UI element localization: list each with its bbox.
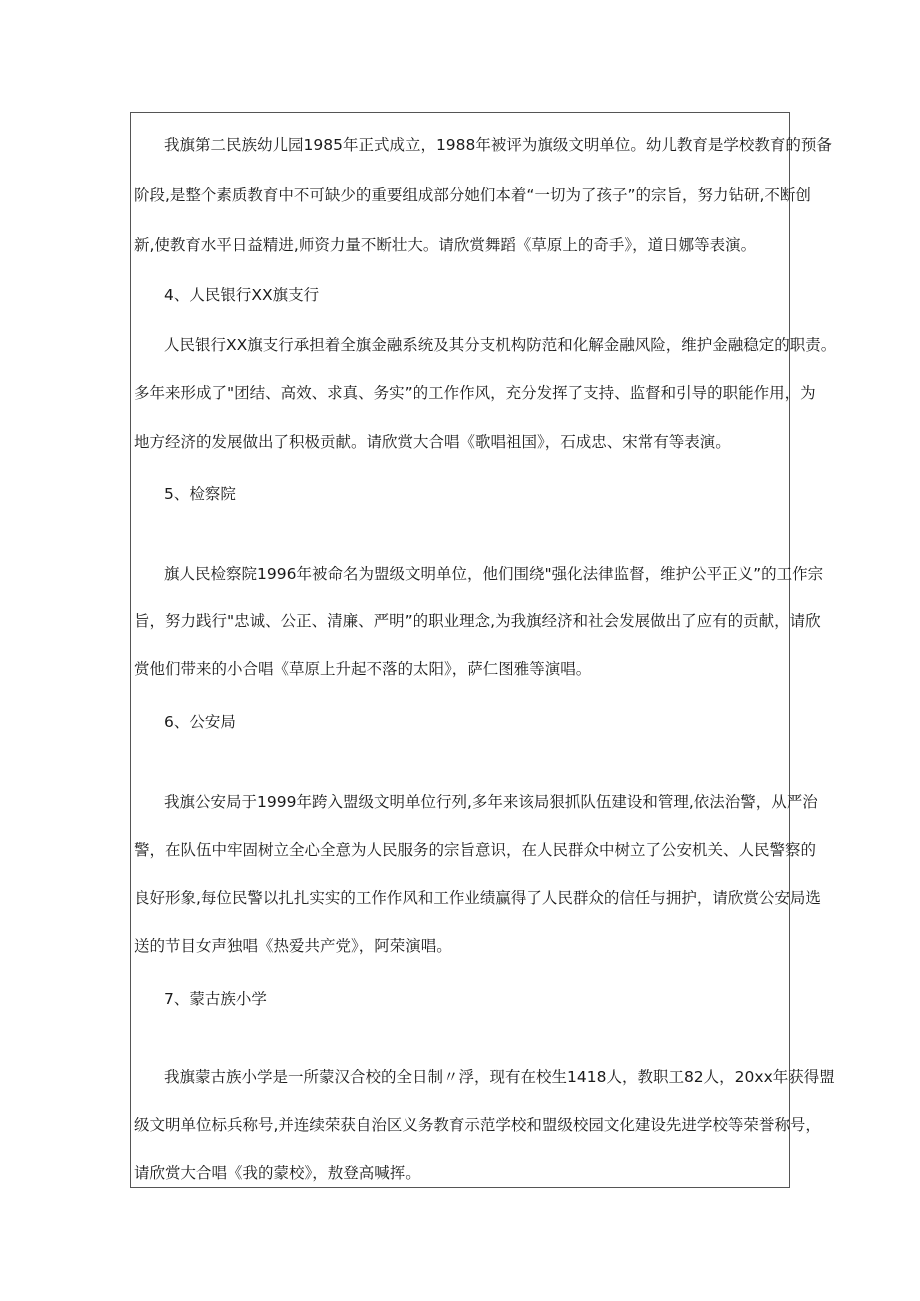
paragraph-kindergarten-line-2: 阶段,是整个素质教育中不可缺少的重要组成部分她们本着“一切为了孩子”的宗旨，努力钻研,不断创 — [134, 186, 811, 204]
heading-procuratorate: 5、检察院 — [164, 485, 236, 503]
paragraph-public-security-line-4: 送的节目女声独唱《热爱共产党》，阿荣演唱。 — [134, 937, 452, 955]
paragraph-public-security-line-1: 我旗公安局于1999年跨入盟级文明单位行列,多年来该局狠抓队伍建设和管理,依法治警，从严治 — [164, 793, 818, 811]
heading-people-bank: 4、人民银行XX旗支行 — [164, 286, 320, 304]
paragraph-public-security-line-2: 警，在队伍中牢固树立全心全意为人民服务的宗旨意识，在人民群众中树立了公安机关、人民警察的 — [134, 841, 817, 859]
paragraph-mongolian-school-line-2: 级文明单位标兵称号,并连续荣获自治区义务教育示范学校和盟级校园文化建设先进学校等荣誉称号， — [134, 1116, 821, 1134]
paragraph-people-bank-line-1: 人民银行XX旗支行承担着全旗金融系统及其分支机构防范和化解金融风险，维护金融稳定的职责。 — [164, 336, 837, 354]
paragraph-people-bank-line-3: 地方经济的发展做出了积极贡献。请欣赏大合唱《歌唱祖国》，石成忠、宋常有等表演。 — [134, 433, 731, 451]
paragraph-mongolian-school-line-1: 我旗蒙古族小学是一所蒙汉合校的全日制〃浮，现有在校生1418人，教职工82人，20xx年获得盟 — [164, 1068, 835, 1086]
paragraph-mongolian-school-line-3: 请欣赏大合唱《我的蒙校》，敖登高喊挥。 — [134, 1164, 421, 1182]
paragraph-public-security-line-3: 良好形象,每位民警以扎扎实实的工作作风和工作业绩赢得了人民群众的信任与拥护，请欣赏公安局选 — [134, 889, 821, 907]
paragraph-kindergarten-line-3: 新,使教育水平日益精进,师资力量不断壮大。请欣赏舞蹈《草原上的奇手》，道日娜等表演。 — [134, 236, 757, 254]
paragraph-kindergarten-line-1: 我旗第二民族幼儿园1985年正式成立，1988年被评为旗级文明单位。幼儿教育是学校教育的预备 — [164, 136, 832, 154]
paragraph-people-bank-line-2: 多年来形成了"团结、高效、求真、务实”的工作作风，充分发挥了支持、监督和引导的职能作用，为 — [134, 384, 816, 402]
heading-mongolian-primary-school: 7、蒙古族小学 — [164, 990, 267, 1008]
paragraph-procuratorate-line-1: 旗人民检察院1996年被命名为盟级文明单位，他们围绕"强化法律监督，维护公平正义”的工作宗 — [164, 565, 824, 583]
paragraph-procuratorate-line-2: 旨，努力践行"忠诚、公正、清廉、严明”的职业理念,为我旗经济和社会发展做出了应有的贡献，请欣 — [134, 612, 821, 630]
document-frame — [130, 112, 837, 1188]
paragraph-procuratorate-line-3: 赏他们带来的小合唱《草原上升起不落的太阳》，萨仁图雅等演唱。 — [134, 660, 592, 678]
heading-public-security: 6、公安局 — [164, 713, 236, 731]
